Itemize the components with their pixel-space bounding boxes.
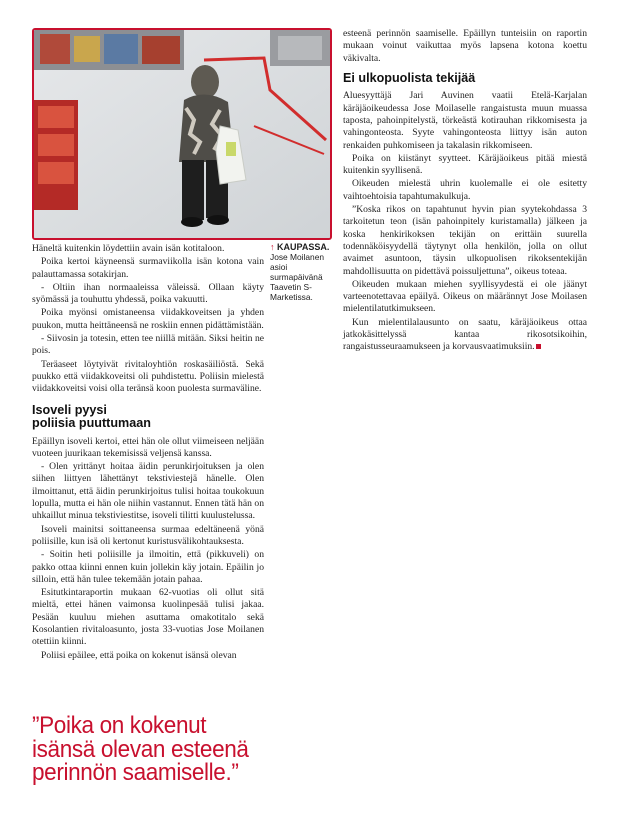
paragraph: ”Koska rikos on tapahtunut hyvin pian syytekohdassa 3 tarkoitetun teon (isän pahoinpitely kuristamalla) jälkeen ja koska henkirikoksen tekijän on erittäin suurella todennäköisyydellä täytynyt olla henkilön, jolla on ollut avaimet asuntoon, täysin ulkopuolisen rikoksentekijän mahdollisuutta on pidettävä poissuljettuna”, oikeus toteaa. bbox=[343, 204, 587, 277]
paragraph: Teräaseet löytyivät rivitaloyhtiön roskasäiliöstä. Sekä puukko että viidakkoveitsi oli puhdistettu. Poliisin mielestä viidakkoveitsi voisi olla teränsä koon puolesta surmaväline. bbox=[32, 358, 264, 395]
paragraph: Poika myönsi omistaneensa viidakkoveitsen ja yhden puukon, mutta heittäneensä ne roskiin ennen pidättämistään. bbox=[32, 307, 264, 331]
pull-quote bbox=[32, 714, 308, 785]
subheading-line: poliisia puuttumaan bbox=[32, 416, 151, 431]
paragraph: - Olen yrittänyt hoitaa äidin perunkirjoituksen ja olen siihen liittyen lähettänyt tekstiviestejä hänelle. Olen ilmoittanut, että äidin perunkirjoitus tulisi hoitaa toukokuun lopulla, mutta ei hän ole niihin vastannut. Ennen tätä hän on uhkaillut minua tekstiviestitse, isoveli tilitti kuulustelussa. bbox=[32, 461, 264, 522]
paragraph: Poika on kiistänyt syytteet. Käräjäoikeus pitää miestä kuitenkin syyllisenä. bbox=[343, 152, 587, 177]
paragraph: esteenä perinnön saamiselle. Epäillyn tunteisiin on raportin mukaan voinut vaikuttaa myös lapsena kotona koettu väkivalta. bbox=[343, 28, 587, 64]
caption-kicker-text: KAUPASSA. bbox=[277, 242, 330, 252]
subheading-isoveli bbox=[32, 404, 264, 431]
surveillance-photo bbox=[32, 28, 332, 240]
paragraph: - Siivosin ja totesin, etten tee niillä mitään. Siksi heitin ne pois. bbox=[32, 333, 264, 357]
paragraph: Poika kertoi käyneensä surmaviikolla isän kotona vain palauttamassa sotakirjan. bbox=[32, 256, 264, 280]
paragraph: Häneltä kuitenkin löydettiin avain isän kotitaloon. bbox=[32, 243, 225, 254]
subheading-ulkopuolista: Ei ulkopuolista tekijää bbox=[343, 70, 476, 85]
end-mark-icon bbox=[536, 344, 541, 349]
paragraph: - Soitin heti poliisille ja ilmoitin, että (pikkuveli) on pakko ottaa kiinni ennen kuin jollekin käy jotain. Epäilin jo silloin, että hän tulee tekemään jotain pahaa. bbox=[32, 549, 264, 585]
subheading-line: Isoveli pyysi bbox=[32, 402, 107, 417]
caption-kicker bbox=[270, 242, 336, 252]
paragraph: Isoveli mainitsi soittaneensa surmaa edeltäneenä yönä poliisille, kun isä oli kertonut kuristusvälikohtauksesta. bbox=[32, 523, 264, 547]
paragraph: Epäillyn isoveli kertoi, ettei hän ole ollut viimeiseen neljään vuoteen juurikaan tekemisissä veljensä kanssa. bbox=[32, 435, 264, 459]
arrow-up-icon: ↑ bbox=[270, 242, 275, 252]
caption-text: Jose Moilanen asioi surmapäivänä Taavetin S-Marketissa. bbox=[270, 252, 325, 302]
paragraph: Aluesyyttäjä Jari Auvinen vaatii Etelä-Karjalan käräjäoikeudessa Jose Moilaselle rangaistusta muun muassa taposta, pahoinpitelystä, törkeästä kotirauhan rikkomisesta ja vahingonteosta. Syyte vahingonteosta liittyy isän auton renkaiden puhkomiseen ja takalasin rikkomiseen. bbox=[343, 90, 587, 151]
paragraph-last bbox=[343, 317, 587, 354]
article-column-2 bbox=[343, 28, 587, 355]
pull-quote-line: ”Poika on kokenut bbox=[32, 712, 207, 739]
paragraph: Poliisi epäilee, että poika on kokenut isänsä olevan bbox=[41, 649, 237, 661]
paragraph-last-text: Kun mielentilalausunto on saatu, käräjäoikeus ottaa jatkokäsittelyssä kantaa rikosotsikoihin, rangaistusseuraamukseen ja korvausvaatimuksiin. bbox=[343, 316, 587, 353]
pull-quote-line: perinnön saamiselle.” bbox=[32, 759, 239, 786]
article-column-1 bbox=[32, 243, 264, 663]
paragraph: Oikeuden mielestä uhrin kuolemalle ei ole esitetty vaihtoehtoisia tapahtumakulkuja. bbox=[343, 178, 587, 202]
photo-caption bbox=[270, 242, 336, 302]
pull-quote-line: isänsä olevan esteenä bbox=[32, 735, 249, 763]
paragraph: Oikeuden mukaan miehen syyllisyydestä ei ole jäänyt varteenotettavaa epäilyä. Oikeus on määrännyt Jose Moilasen mielentilatutkimukseen. bbox=[343, 278, 587, 315]
paragraph: - Oltiin ihan normaaleissa väleissä. Ollaan käyty syömässä ja touhuttu yhdessä, poika vakuutti. bbox=[32, 281, 264, 306]
paragraph: Esitutkintaraportin mukaan 62-vuotias oli ollut sitä mieltä, ettei hänen vaimonsa kuolinpesää tulisi jakaa. Pesään kuuluu miehen asuttama omakotitalo sekä Kosolantien rivitaloasunto, josta 33-vuotias Jose Moilanen otettiin kiinni. bbox=[32, 587, 264, 648]
store-scene-image bbox=[34, 30, 330, 238]
